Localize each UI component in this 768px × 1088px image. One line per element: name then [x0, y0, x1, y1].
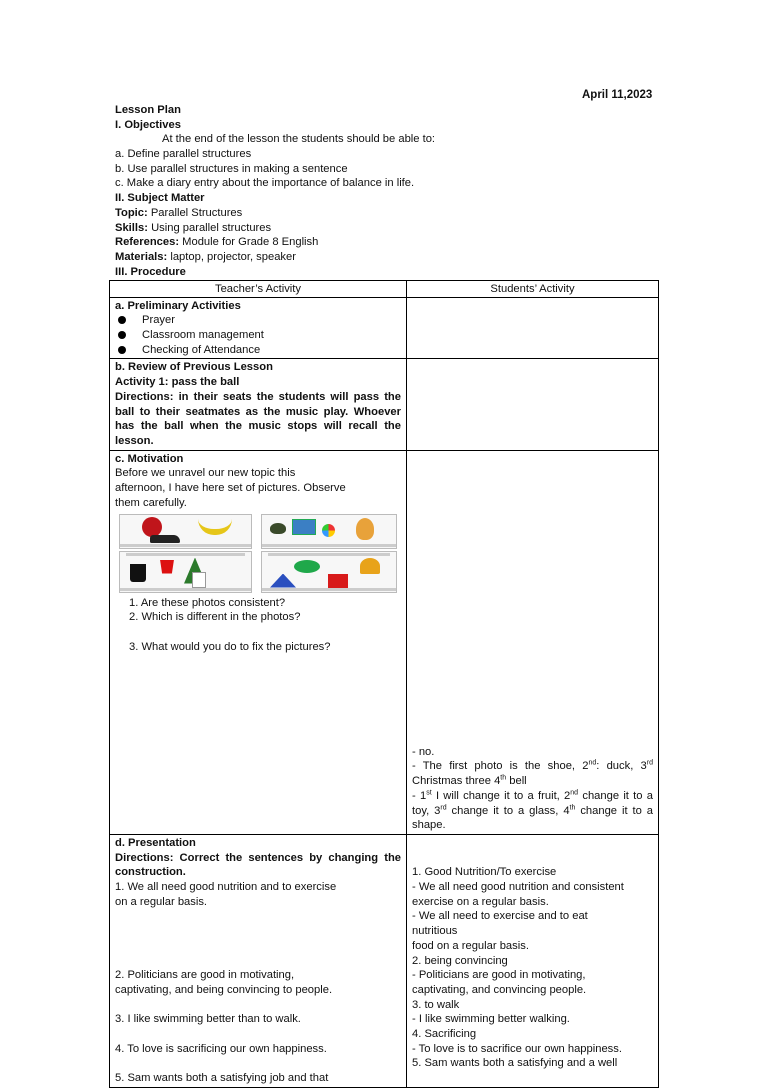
lesson-header — [115, 103, 660, 279]
sentence-item: 4. To love is sacrificing our own happiness. — [115, 1042, 327, 1055]
sentence-item: captivating, and being convincing to people. — [115, 983, 333, 996]
table-row — [110, 450, 659, 834]
preliminary-heading: a. Preliminary Activities — [115, 299, 241, 312]
table-row — [110, 834, 659, 1087]
answer-line: 2. being convincing — [412, 954, 508, 967]
table-row — [110, 297, 659, 359]
motivation-cell — [110, 450, 407, 834]
sentence-item: 5. Sam wants both a satisfying job and that — [115, 1072, 329, 1085]
references-value: Module for Grade 8 English — [182, 236, 319, 249]
answer-line: 5. Sam wants both a satisfying and a well — [412, 1057, 618, 1070]
materials-value: laptop, projector, speaker — [170, 250, 296, 263]
teacher-column-header: Teacher’s Activity — [110, 281, 407, 298]
objective-item: c. Make a diary entry about the importance of balance in life. — [115, 177, 415, 190]
sentence-item: 1. We all need good nutrition and to exercise — [115, 881, 337, 894]
review-activity: Activity 1: pass the ball — [115, 376, 240, 389]
answer-line: - Politicians are good in motivating, — [412, 969, 586, 982]
motivation-intro-line: Before we unravel our new topic this — [115, 467, 296, 480]
apple-icon — [142, 517, 162, 537]
skills-line — [115, 221, 660, 236]
list-item: Checking of Attendance — [115, 343, 401, 358]
answer-fix: - 1st I will change it to a fruit, 2nd change it to a toy, 3rd change it to a glass, 4th change it to a shape. — [412, 789, 653, 832]
topic-label: Topic: — [115, 206, 148, 219]
question-item: 1. Are these photos consistent? — [129, 596, 286, 609]
picture-panel-cups — [119, 551, 252, 593]
references-label: References: — [115, 236, 180, 249]
materials-label: Materials: — [115, 250, 168, 263]
preliminary-cell — [110, 297, 407, 359]
references-line — [115, 235, 660, 250]
answer-line: - I like swimming better walking. — [412, 1013, 570, 1026]
duck-icon — [270, 523, 286, 534]
lesson-title: Lesson Plan — [115, 104, 181, 116]
objectives-intro: At the end of the lesson the students should be able to: — [162, 133, 436, 146]
square-shape-icon — [328, 574, 348, 589]
table-header-row — [110, 281, 659, 298]
answer-no: - no. — [412, 745, 435, 758]
table-row — [110, 359, 659, 450]
answer-line: 1. Good Nutrition/To exercise — [412, 866, 557, 879]
banana-icon — [198, 519, 232, 535]
picture-panel-shapes — [261, 551, 397, 593]
shoe-icon — [150, 535, 180, 543]
ball-icon — [322, 524, 335, 537]
sentence-item: 2. Politicians are good in motivating, — [115, 969, 295, 982]
answer-line: captivating, and convincing people. — [412, 983, 587, 996]
picture-caption — [262, 588, 396, 591]
picture-caption — [262, 544, 396, 547]
question-item: 2. Which is different in the photos? — [129, 611, 301, 624]
topic-value: Parallel Structures — [150, 206, 243, 219]
review-directions: Directions: in their seats the students will pass the ball to their seatmates as the music play. Whoever has the ball when the music stops will recall the lesson. — [115, 390, 401, 447]
sentence-item: 3. I like swimming better than to walk. — [115, 1013, 301, 1026]
picture-caption — [120, 588, 251, 591]
skills-value: Using parallel structures — [151, 221, 272, 234]
bell-icon — [360, 558, 380, 574]
answer-different: - The first photo is the shoe, 2nd: duck, 3rd Christmas three 4th bell — [412, 759, 653, 788]
motivation-intro-line: afternoon, I have here set of pictures. Observe — [115, 482, 346, 495]
answer-line: food on a regular basis. — [412, 939, 529, 952]
triangle-shape-icon — [270, 574, 296, 588]
presentation-cell — [110, 834, 407, 1087]
document-date: April 11,2023 — [582, 89, 653, 101]
presentation-heading: d. Presentation — [115, 836, 196, 849]
answer-line: 3. to walk — [412, 998, 460, 1011]
answer-line: - We all need to exercise and to eat — [412, 910, 588, 923]
picture-panel-fruits — [119, 514, 252, 549]
toy-icon — [356, 518, 374, 540]
subject-heading: II. Subject Matter — [115, 192, 205, 205]
presentation-directions: Directions: Correct the sentences by changing the construction. — [115, 851, 401, 879]
review-student-cell — [407, 359, 659, 450]
answer-line: - We all need good nutrition and consistent — [412, 881, 624, 893]
preliminary-student-cell — [407, 297, 659, 359]
presentation-student-cell — [407, 834, 659, 1087]
oval-shape-icon — [294, 560, 320, 573]
answer-line: exercise on a regular basis. — [412, 895, 549, 908]
answer-line: nutritious — [412, 925, 458, 938]
motivation-questions — [115, 596, 401, 655]
procedure-heading: III. Procedure — [115, 265, 186, 278]
blocks-icon — [292, 519, 316, 535]
glass-icon — [192, 572, 206, 588]
motivation-heading: c. Motivation — [115, 452, 184, 465]
picture-caption — [126, 553, 245, 556]
picture-set — [115, 517, 401, 594]
cup-icon — [160, 560, 174, 574]
question-item: 3. What would you do to fix the pictures? — [129, 640, 331, 653]
preliminary-list — [115, 313, 401, 357]
answer-line: 4. Sacrificing — [412, 1028, 477, 1041]
motivation-intro-line: them carefully. — [115, 496, 187, 509]
objective-item: b. Use parallel structures in making a sentence — [115, 162, 348, 175]
answer-line: - To love is to sacrifice our own happiness. — [412, 1042, 622, 1055]
sentence-item: on a regular basis. — [115, 895, 208, 908]
picture-panel-toys — [261, 514, 397, 549]
motivation-student-cell — [407, 450, 659, 834]
objective-item: a. Define parallel structures — [115, 148, 252, 161]
picture-caption — [268, 553, 390, 556]
objectives-heading: I. Objectives — [115, 118, 181, 131]
review-heading: b. Review of Previous Lesson — [115, 361, 273, 374]
list-item: Classroom management — [115, 328, 401, 343]
list-item: Prayer — [115, 313, 401, 328]
procedure-table — [109, 280, 659, 1088]
review-cell — [110, 359, 407, 450]
picture-caption — [120, 544, 251, 547]
students-column-header: Students’ Activity — [407, 281, 659, 298]
materials-line — [115, 250, 660, 265]
skills-label: Skills: — [115, 221, 148, 234]
mug-icon — [130, 564, 146, 582]
topic-line — [115, 206, 660, 221]
